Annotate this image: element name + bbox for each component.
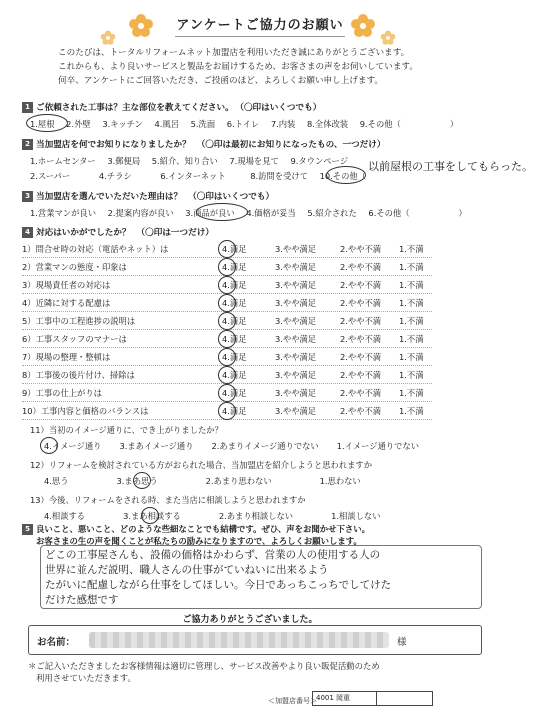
rating-row: 3）現場責任者の対応は 4.満足 3.やや満足 2.やや不満 1.不満	[22, 276, 482, 294]
q12-options: 4.思う 3.まあ思う 2.あまり思わない 1.思わない	[44, 476, 361, 486]
q1-option[interactable]: 2.外壁	[66, 119, 91, 129]
question-number: 3	[22, 191, 33, 202]
selection-circle	[218, 294, 236, 312]
name-field[interactable]: お名前： 様	[28, 625, 482, 655]
q2-options-row1: 1.ホームセンター 3.郵便局 5.紹介、知り合い 7.現場を見て 9.タウンページ	[30, 156, 348, 166]
question-5: 5 良いこと、悪いこと、どのような些細なことでも結構です。ぜひ、声をお聞かせ下さい。	[22, 523, 370, 535]
question-11: 11）当初のイメージ通りに、でき上がりましたか？	[30, 425, 223, 435]
rating-row: 8）工事後の後片付け、掃除は 4.満足 3.やや満足 2.やや不満 1.不満	[22, 366, 482, 384]
selection-circle	[326, 166, 366, 184]
q1-option-roof[interactable]: 1.屋根	[30, 119, 55, 129]
selection-circle	[218, 366, 236, 384]
q1-options: 1.屋根 2.外壁 3.キッチン 4.風呂 5.洗面 6.トイレ 7.内装 8.全体改装 9.その他（ ）	[30, 119, 459, 129]
selection-circle	[218, 312, 236, 330]
selection-circle	[218, 384, 236, 402]
question-1: 1 ご依頼された工事は？主な部位を教えてください。 （〇印はいくつでも）	[22, 101, 321, 113]
q1-option[interactable]: 4.風呂	[154, 119, 179, 129]
q1-option[interactable]: 3.キッチン	[102, 119, 143, 129]
selection-circle	[218, 402, 236, 420]
flower-icon	[350, 13, 376, 39]
selection-circle	[218, 258, 236, 276]
survey-sheet: アンケートご協力のお願い このたびは、トータルリフォームネット加盟店を利用いただき誠にありがとうございます。 これからも、より良いサービスと製品をお届けするため、お客さまの声をお伺いしています。 何卒、アンケートにご回答いただき、ご投函のほど、よろしくお願い申し上げます。 1 ご依頼された工事は？主な部位を教えてください。 （〇印はいくつでも） 1.屋根 2.外壁 3.キッチン 4.風呂 5.洗面 6.トイレ 7.内装 8.全体改装 9.その他（ ） 2 当加盟店を何でお知りになりましたか？ （〇印は最初にお知りになったもの、一つだけ） 1.ホームセンター 3.郵便局 5.紹介、知り合い 7.現場を見て 9.タウンページ 2.スーパー 4.チラシ 6.インターネット 8.訪問を受けて 10.その他（ 以前屋根の工事をしてもらった。 3 当加盟店を選んでいただいた理由は？ （〇印はいくつでも） 1.営業マンが良い 2.提案内容が良い 3.商品が良い 4.価格が妥当 5.紹介された 6.その他（ ） 4 対応はいかがでしたか？ （〇印は一つだけ） 1）問合せ時の対応（電話やネット）は 4.満足 3.やや満足 2.やや不満 1.不満 2）営業マンの態度・印象は 4.満足 3.やや満足 2.やや不満 1.不満 3）現場責任者の対応は 4.満足 3.やや満足 2.やや不満 1.不満 4）近隣に対する配慮は 4.満足 3.やや満足 2.やや不満 1.不満 5）工事中の工程進捗の説明は 4.満足 3.やや満足 2.やや不満 1.不満 6）工事スタッフのマナーは 4.満足 3.やや満足 2.やや不満 1.不満 7）現場の整理・整頓は 4.満足 3.やや満足 2.やや不満 1.不満 8）工事後の後片付け、掃除は 4.満足 3.やや満足 2.やや不満 1.不満 9）工事の仕上がりは 4.満足 3.やや満足 2.やや不満 1.不満 10）工事内容と価格のバランスは 4.満足 3.やや満足 2.やや不満 1.不満 11）当初のイメージ通りに、でき上がりましたか？ 4.イメージ通り 3.まあイメージ通り 2.あまりイメージ通りでない 1.イメージ通りでない 12）リフォームを検討されている方がおられた場合、当加盟店を紹介しようと思われますか 4.思う 3.まあ思う 2.あまり思わない 1.思わない 13）今後、リフォームをされる時、また当店に相談しようと思われますか 4.相談する 3.まあ相談する 2.あまり相談しない 1.相談しない どこの工事屋さんも、設備の価格はかわらず、営業の人の使用する人の 世界に並んだ説明、職人さんの仕事がていねいに出来るよう たがいに配慮しながら仕事をしてほしい。今日であっちこっちでしてけた だけた感想です 5 良いこと、悪いこと、どのような些細なことでも結構です。ぜひ、声をお聞かせ下さい。 お客さまの生の声を聞くことが私たちの励みになりますので、よろしくお願いします。 ご協力ありがとうございました。 お名前： 様 ＊ご記入いただきましたお客様情報は適切に管理し、サービス改善やより良い販促活動のため 利用させていただきます。 ＜加盟店番号＞ 4001 岡重	[0, 0, 500, 707]
q1-option[interactable]: 7.内装	[270, 119, 296, 129]
rating-row: 2）営業マンの態度・印象は 4.満足 3.やや満足 2.やや不満 1.不満	[22, 258, 482, 276]
rating-row: 5）工事中の工程進捗の説明は 4.満足 3.やや満足 2.やや不満 1.不満	[22, 312, 482, 330]
selection-circle	[218, 276, 236, 294]
selection-circle	[133, 472, 151, 489]
selection-circle	[40, 437, 58, 454]
store-number-label: ＜加盟店番号＞	[268, 697, 317, 705]
question-3: 3 当加盟店を選んでいただいた理由は？ （〇印はいくつでも）	[22, 190, 274, 202]
page-title: アンケートご協力のお願い	[175, 14, 345, 37]
rating-row: 6）工事スタッフのマナーは 4.満足 3.やや満足 2.やや不満 1.不満	[22, 330, 482, 348]
flower-icon	[100, 30, 116, 46]
question-number: 4	[22, 227, 33, 238]
question-number: 2	[22, 139, 33, 150]
handwritten-answer: 以前屋根の工事をしてもらった。	[368, 160, 533, 173]
question-number: 5	[22, 524, 33, 535]
question-2: 2 当加盟店を何でお知りになりましたか？ （〇印は最初にお知りになったもの、一つだけ）	[22, 138, 385, 150]
rating-row: 1）問合せ時の対応（電話やネット）は 4.満足 3.やや満足 2.やや不満 1.不満	[22, 240, 482, 258]
rating-row: 9）工事の仕上がりは 4.満足 3.やや満足 2.やや不満 1.不満	[22, 384, 482, 402]
q2-options-row2: 2.スーパー 4.チラシ 6.インターネット 8.訪問を受けて 10.その他（	[30, 171, 366, 181]
rating-row: 4）近隣に対する配慮は 4.満足 3.やや満足 2.やや不満 1.不満	[22, 294, 482, 312]
intro-text: このたびは、トータルリフォームネット加盟店を利用いただき誠にありがとうございます。 これからも、より良いサービスと製品をお届けするため、お客さまの声をお伺いしています。 何卒、アンケートにご回答いただき、ご投函のほど、よろしくお願い申し上げます。	[58, 48, 418, 86]
flower-icon	[380, 30, 396, 46]
question-12: 12）リフォームを検討されている方がおられた場合、当加盟店を紹介しようと思われますか	[30, 460, 373, 470]
rating-row: 7）現場の整理・整頓は 4.満足 3.やや満足 2.やや不満 1.不満	[22, 348, 482, 366]
q1-option[interactable]: 9.その他（	[359, 119, 401, 129]
question-13: 13）今後、リフォームをされる時、また当店に相談しようと思われますか	[30, 495, 306, 505]
q13-options: 4.相談する 3.まあ相談する 2.あまり相談しない 1.相談しない	[44, 511, 381, 521]
question-4: 4 対応はいかがでしたか？ （〇印は一つだけ）	[22, 226, 214, 238]
q3-options: 1.営業マンが良い 2.提案内容が良い 3.商品が良い 4.価格が妥当 5.紹介された 6.その他（ ）	[30, 208, 467, 218]
question-number: 1	[22, 102, 33, 113]
selection-circle	[218, 240, 236, 258]
q1-option[interactable]: 5.洗面	[190, 119, 216, 129]
privacy-notice: ＊ご記入いただきましたお客様情報は適切に管理し、サービス改善やより良い販促活動のため 利用させていただきます。	[28, 661, 380, 683]
redacted-name	[89, 632, 389, 648]
selection-circle	[141, 507, 159, 524]
store-number-field: 4001 岡重	[312, 691, 377, 706]
comment-field[interactable]: どこの工事屋さんも、設備の価格はかわらず、営業の人の使用する人の 世界に並んだ説明、職人さんの仕事がていねいに出来るよう たがいに配慮しながら仕事をしてほしい。今日であっちこっちでしてけた だけた感想です	[40, 545, 482, 609]
q11-options: 4.イメージ通り 3.まあイメージ通り 2.あまりイメージ通りでない 1.イメージ通りでない	[44, 441, 420, 451]
store-number-extra	[376, 691, 433, 706]
rating-row: 10）工事内容と価格のバランスは 4.満足 3.やや満足 2.やや不満 1.不満	[22, 402, 482, 420]
thanks-text: ご協力ありがとうございました。	[182, 615, 318, 625]
q1-option[interactable]: 6.トイレ	[226, 119, 260, 129]
rating-table	[22, 240, 482, 440]
q1-option[interactable]: 8.全体改装	[307, 119, 349, 129]
selection-circle	[218, 330, 236, 348]
flower-icon	[128, 13, 154, 39]
selection-circle	[218, 348, 236, 366]
selection-circle	[26, 114, 68, 132]
selection-circle	[196, 203, 248, 221]
